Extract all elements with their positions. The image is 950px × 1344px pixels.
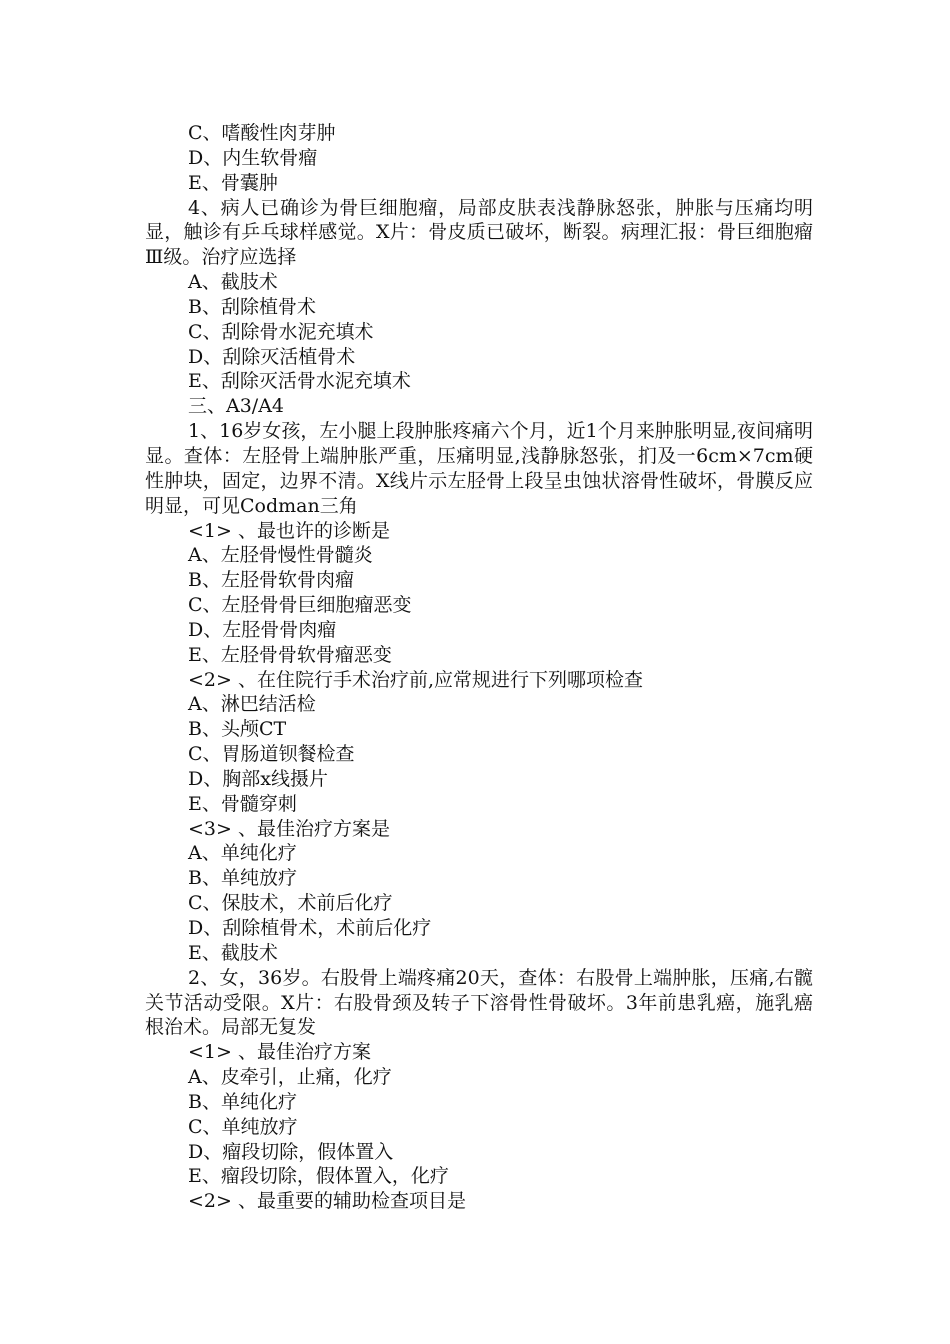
option-c: C、左胫骨骨巨细胞瘤恶变 [188, 594, 412, 617]
option-b: B、左胫骨软骨肉瘤 [188, 569, 354, 592]
option-d: D、刮除植骨术，术前后化疗 [188, 917, 432, 939]
sub-question-2: <2> 、在住院行手术治疗前,应常规进行下列哪项检查 [188, 668, 644, 691]
section-heading: 三、A3/A4 [188, 395, 285, 418]
sub-question-2: <2> 、最重要的辅助检查项目是 [188, 1190, 466, 1213]
option-d: D、胸部x线摄片 [188, 767, 328, 790]
option-d: D、刮除灭活植骨术 [188, 345, 356, 368]
option-a: A、皮牵引，止痛，化疗 [188, 1066, 392, 1089]
option-b: B、刮除植骨术 [188, 295, 316, 318]
option-e: E、左胫骨骨软骨瘤恶变 [188, 643, 392, 666]
option-c: C、胃肠道钡餐检查 [188, 743, 355, 766]
option-c: C、保肢术，术前后化疗 [188, 892, 393, 915]
option-d: D、左胫骨骨肉瘤 [188, 618, 337, 641]
option-e: E、骨髓穿刺 [188, 792, 297, 815]
option-a: A、单纯化疗 [188, 842, 297, 865]
option-a: A、淋巴结活检 [188, 693, 316, 716]
option-c: C、嗜酸性肉芽肿 [188, 122, 336, 144]
sub-question-3: <3> 、最佳治疗方案是 [188, 817, 390, 840]
case-1-stem: 1、16岁女孩，左小腿上段肿胀疼痛六个月，近1个月来肿胀明显,夜间痛明显。查体：左胫骨上端肿胀严重，压痛明显,浅静脉怒张，扪及一6cm×7cm硬性肿块，固定，边界不清。X线片示左胫骨上段呈虫蚀状溶骨性破坏，骨膜反应明显，可见Codman三角 [145, 420, 813, 517]
option-e: E、刮除灭活骨水泥充填术 [188, 370, 411, 393]
option-b: B、单纯化疗 [188, 1090, 297, 1113]
option-e: E、瘤段切除，假体置入，化疗 [188, 1165, 449, 1188]
case-2-stem: 2、女，36岁。右股骨上端疼痛20天，查体：右股骨上端肿胀，压痛,右髋关节活动受限。X片：右股骨颈及转子下溶骨性骨破坏。3年前患乳癌，施乳癌根治术。局部无复发 [145, 966, 813, 1039]
sub-question-1: <1> 、最也许的诊断是 [188, 519, 390, 542]
option-b: B、头颅CT [188, 718, 287, 741]
option-c: C、单纯放疗 [188, 1115, 298, 1138]
option-d: D、内生软骨瘤 [188, 146, 318, 169]
option-e: E、截肢术 [188, 941, 278, 964]
option-e: E、骨囊肿 [188, 171, 278, 194]
option-b: B、单纯放疗 [188, 867, 297, 890]
document-body [145, 121, 813, 1214]
option-a: A、截肢术 [188, 271, 278, 294]
option-a: A、左胫骨慢性骨髓炎 [188, 544, 373, 567]
question-4-stem: 4、病人已确诊为骨巨细胞瘤，局部皮肤表浅静脉怒张，肿胀与压痛均明显，触诊有乒乓球样感觉。X片：骨皮质已破坏，断裂。病理汇报：骨巨细胞瘤Ⅲ级。治疗应选择 [145, 196, 813, 269]
sub-question-1: <1> 、最佳治疗方案 [188, 1041, 371, 1064]
option-c: C、刮除骨水泥充填术 [188, 320, 374, 343]
option-d: D、瘤段切除，假体置入 [188, 1140, 394, 1163]
